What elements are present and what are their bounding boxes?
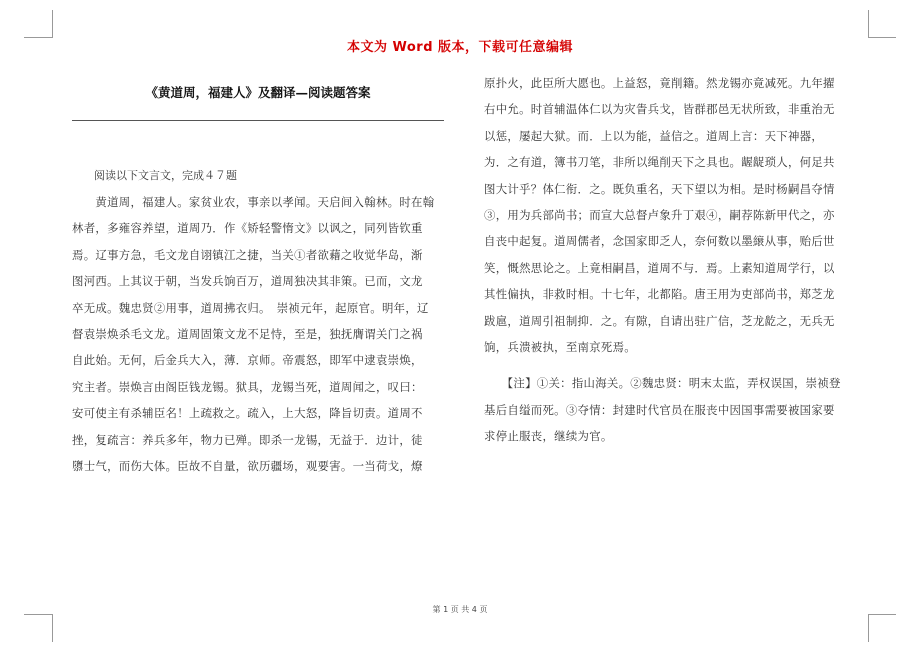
notes-section	[484, 370, 864, 449]
left-body-text	[72, 189, 444, 479]
text-line: 右中允。时首辅温体仁以为灾眚兵戈，皆群郡邑无状所致，非重治无	[484, 102, 835, 117]
right-column	[484, 70, 864, 450]
text-line: 挫，复疏言：养兵多年，物力已殚。即杀一龙锡，无益于．边计，徒	[72, 432, 423, 447]
text-line: 卒无成。魏忠贤②用事，道周拂衣归。 崇祯元年，起原官。明年，辽	[72, 300, 429, 315]
crop-mark-bl-v	[52, 614, 53, 642]
text-line: 黄道周，福建人。家贫业农，事亲以孝闻。天启间入翰林。时在翰	[72, 195, 435, 209]
text-line: 督袁崇焕杀毛文龙。道周固策文龙不足恃，至是，独抚膺谓关门之祸	[72, 327, 423, 342]
text-line: 跋扈，道周引祖制抑．之。有隙，自请出驻广信，芝龙龁之，无兵无	[484, 313, 835, 328]
text-line: 自此始。无何，后金兵大入，薄．京师。帝震怒，即军中逮袁崇焕，	[72, 353, 423, 368]
text-line: 自丧中起复。道周儒者，念国家即乏人，奈何数以墨縗从事，贻后世	[484, 234, 835, 249]
page-footer: 第 1 页 共 4 页	[432, 605, 488, 614]
text-line: 其性偏执，非救时相。十七年，北都陷。唐王用为吏部尚书，郑芝龙	[484, 287, 835, 302]
note-line: 求停止服丧，继续为官。	[484, 429, 613, 444]
left-column	[72, 78, 444, 479]
right-body-text	[484, 70, 864, 360]
crop-mark-tr-v	[868, 10, 869, 38]
text-line: 原扑火，此臣所大愿也。上益怒，竟削籍。然龙锡亦竟减死。九年擢	[484, 76, 835, 90]
intro-text: 阅读以下文言文，完成４７题	[94, 169, 237, 182]
text-line: 焉。辽事方急，毛文龙自诩镇江之捷，当关①者欲藉之收觉华岛，渐	[72, 247, 423, 262]
note-line: 【注】①关：指山海关。②魏忠贤：明末太监，弄权误国，崇祯登	[484, 376, 841, 391]
text-line: 为．之有道，簿书刀笔，非所以绳削天下之具也。龌龊琐人，何足共	[484, 155, 835, 170]
crop-mark-tl-v	[52, 10, 53, 38]
text-line: 以惩，屡起大狱。而．上以为能，益信之。道周上言：天下神器，	[484, 128, 824, 143]
crop-mark-br-v	[868, 614, 869, 642]
note-line: 基后自缢而死。③夺情：封建时代官员在服丧中因国事需要被国家要	[484, 402, 835, 417]
text-line: 笑，慨然思论之。上竟相嗣昌，道周不与．焉。上素知道周学行，以	[484, 260, 835, 275]
title-divider	[72, 120, 444, 121]
text-line: 图大计乎？体仁衔．之。既负重名，天下望以为相。是时杨嗣昌夺情	[484, 181, 835, 196]
text-line: ③，用为兵部尚书；而宣大总督卢象升丁艰④，嗣荐陈新甲代之，亦	[484, 208, 835, 223]
document-title: 《黄道周，福建人》及翻译—阅读题答案	[145, 85, 371, 100]
header-banner: 本文为 Word 版本，下载可任意编辑	[346, 40, 574, 55]
text-line: 饷，兵溃被执，至南京死焉。	[484, 340, 636, 355]
text-line: 隳士气，而伤大体。臣故不自量，欲历疆场，观要害。一当荷戈，燎	[72, 459, 423, 474]
text-line: 安可使主有杀辅臣名！上疏救之。疏入，上大怒，降旨切责。道周不	[72, 406, 423, 421]
text-line: 究主者。崇焕言由阁臣钱龙锡。狱具，龙锡当死，道周闻之，叹曰：	[72, 379, 423, 394]
text-line: 林者，多雍容养望，道周乃．作《矫轻警惰文》以讽之，同列皆钦重	[72, 221, 423, 236]
text-line: 图河西。上其议于朝，当发兵饷百万，道周独决其非策。已而，文龙	[72, 274, 423, 289]
